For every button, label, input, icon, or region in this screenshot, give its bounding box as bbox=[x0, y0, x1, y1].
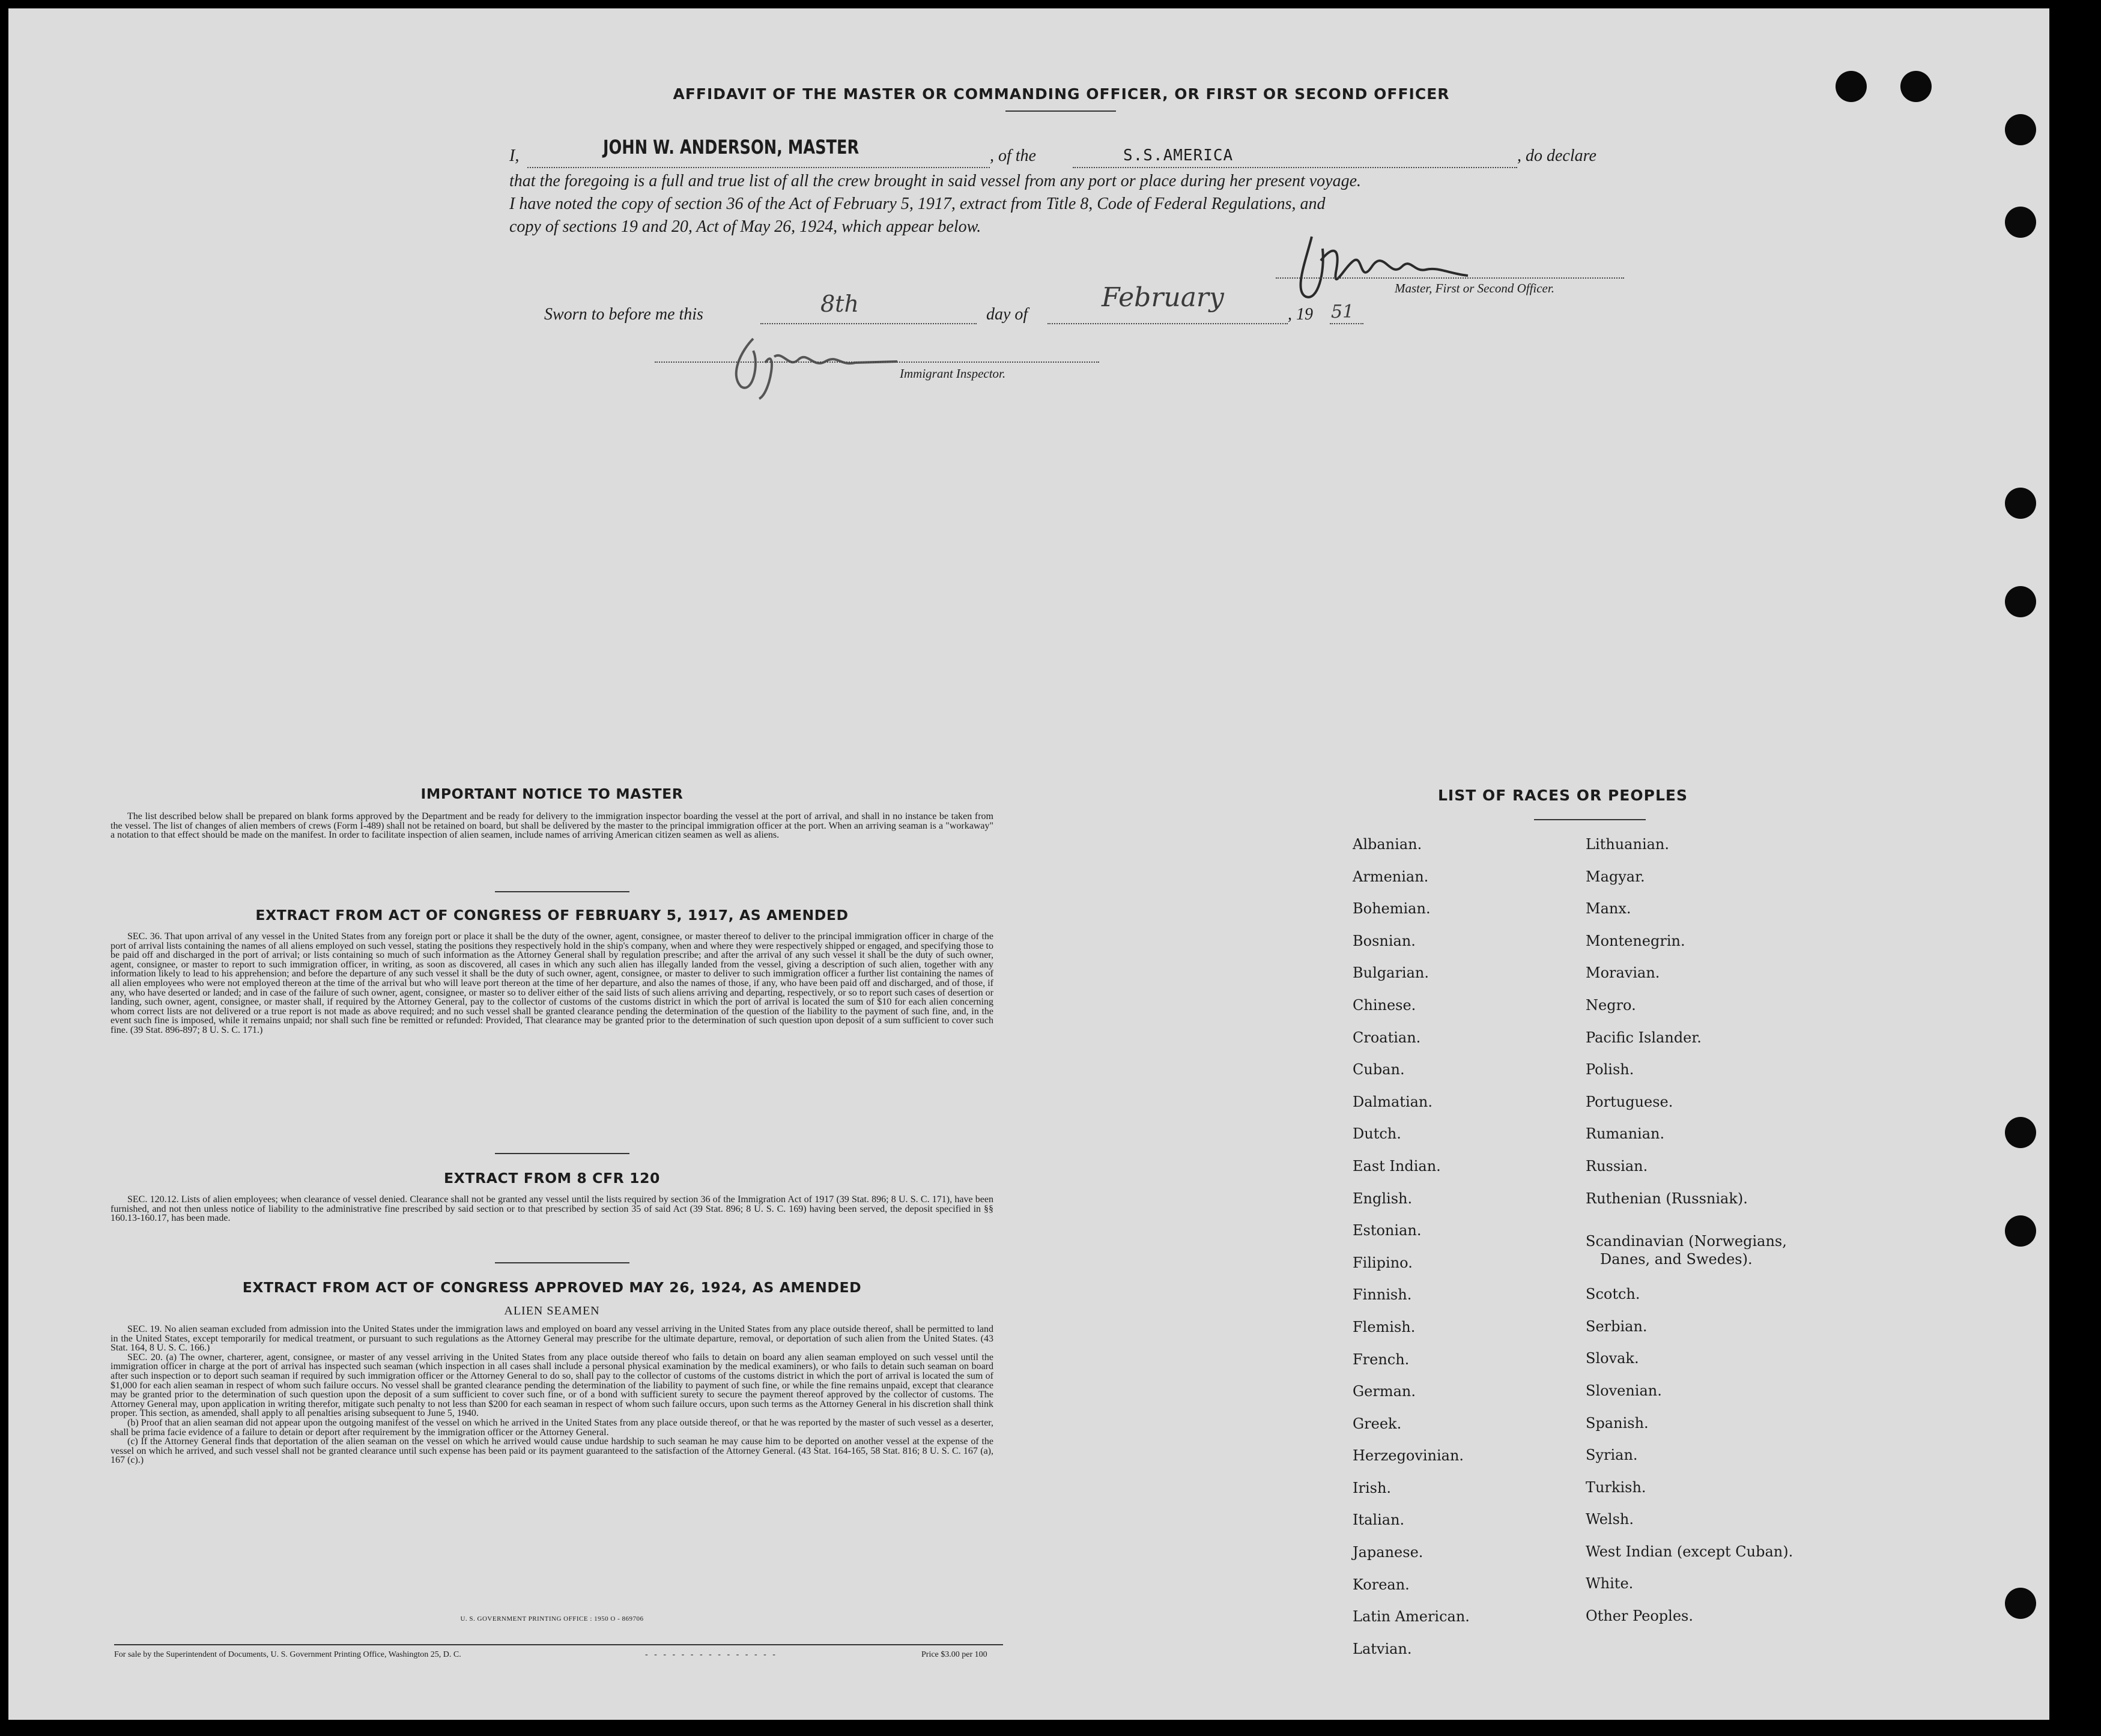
sworn-year: 51 bbox=[1331, 301, 1354, 322]
sec-20a-text: SEC. 20. (a) The owner, charterer, agent, consignee, or master of any vessel arriving in the United States from any place outside thereof who fails to detain on board any alien seaman employed on such vessel until the immigration officer in charge at the port of arrival has inspected such seaman (which inspection in all cases shall include a personal physical examination by the medical examiners), or who fails to detain such seaman on board after such inspection or to deport such seaman if required by such immigration officer or the Attorney General to do so, shall pay to the collector of customs of the customs district in which the port of arrival is located the sum of $1,000 for each alien seaman in respect of whom such failure occurs. No vessel shall be granted clearance pending the determination of the liability to payment of such fine, or while the fine remains unpaid, except that clearance may be granted prior to the determination of such question upon the deposit of a sum sufficient to cover such fine, or of a bond with sufficient surety to secure the payment thereof approved by the collector of customs. The Attorney General may, upon application in writing therefor, mitigate such penalty to not less than $200 for each seaman in respect of whom such failure occurs, upon such terms as the Attorney General in his discretion shall think proper. This section, as amended, shall apply to all penalties arising subsequent to June 5, 1940. bbox=[111, 1352, 993, 1419]
month-field-line bbox=[1047, 323, 1288, 324]
race-item: Irish. bbox=[1353, 1479, 1392, 1496]
races-left-column bbox=[1353, 836, 1605, 1672]
punch-hole bbox=[2005, 1215, 2036, 1247]
master-signature-caption: Master, First or Second Officer. bbox=[1395, 281, 1554, 295]
master-signature bbox=[1288, 225, 1486, 315]
race-item: Cuban. bbox=[1353, 1061, 1405, 1078]
race-item: Slovak. bbox=[1586, 1350, 1639, 1367]
race-item: Armenian. bbox=[1353, 868, 1429, 885]
section-divider bbox=[495, 1262, 629, 1263]
of-the-label: , of the bbox=[990, 147, 1036, 165]
declaration-line-3: I have noted the copy of section 36 of the Act of February 5, 1917, extract from Title 8, Code of Federal Regulations, and bbox=[509, 195, 1326, 213]
printer-line: U. S. GOVERNMENT PRINTING OFFICE : 1950 O - 869706 bbox=[460, 1615, 644, 1623]
race-item: Greek. bbox=[1353, 1415, 1402, 1432]
footer-sale-text: For sale by the Superintendent of Documents, U. S. Government Printing Office, Washington 25, D. C. bbox=[114, 1650, 461, 1659]
punch-hole bbox=[2005, 1117, 2036, 1148]
vessel-field-line bbox=[1073, 167, 1517, 168]
race-item: Croatian. bbox=[1353, 1029, 1421, 1046]
punch-hole bbox=[2005, 586, 2036, 617]
punch-hole bbox=[2005, 114, 2036, 145]
sworn-label: Sworn to before me this bbox=[544, 305, 703, 324]
race-item: Syrian. bbox=[1586, 1447, 1638, 1464]
races-title: LIST OF RACES OR PEOPLES bbox=[1438, 787, 1688, 804]
race-item: Montenegrin. bbox=[1586, 932, 1685, 949]
race-item: Japanese. bbox=[1353, 1544, 1423, 1561]
race-item: Scandinavian (Norwegians, bbox=[1586, 1233, 1787, 1250]
race-item: Bohemian. bbox=[1353, 900, 1431, 918]
year-prefix: , 19 bbox=[1288, 305, 1313, 324]
race-item: Lithuanian. bbox=[1586, 836, 1670, 853]
section-divider bbox=[495, 1153, 629, 1154]
footer-price: Price $3.00 per 100 bbox=[921, 1650, 987, 1659]
document-page bbox=[8, 8, 2049, 1720]
races-right-column bbox=[1586, 836, 1898, 1640]
race-item: Albanian. bbox=[1353, 836, 1422, 853]
race-item: Serbian. bbox=[1586, 1317, 1648, 1335]
notice-body bbox=[111, 812, 993, 840]
extract-cfr-title: EXTRACT FROM 8 CFR 120 bbox=[444, 1170, 660, 1187]
race-item: Dutch. bbox=[1353, 1125, 1401, 1143]
race-item: Latvian. bbox=[1353, 1640, 1412, 1657]
punch-hole bbox=[2005, 1588, 2036, 1619]
race-item: East Indian. bbox=[1353, 1157, 1441, 1175]
race-item: Italian. bbox=[1353, 1511, 1405, 1529]
race-item: Finnish. bbox=[1353, 1286, 1412, 1304]
race-item: German. bbox=[1353, 1383, 1416, 1400]
race-item: Rumanian. bbox=[1586, 1125, 1665, 1143]
race-item: White. bbox=[1586, 1575, 1634, 1592]
race-item: Korean. bbox=[1353, 1576, 1410, 1593]
extract-cfr-text: SEC. 120.12. Lists of alien employees; when clearance of vessel denied. Clearance shall not be granted any vessel until the lists required by section 36 of the Immigration Act of 1917 (39 Stat. 896; 8 U. S. C. 171), have been furnished, and not then unless notice of liability to the administrative fine prescribed by said section or to that prescribed by section 35 of said Act (39 Stat. 896; 8 U. S. C. 169) having been served, the deposit specified in §§ 160.13-160.17, has been made. bbox=[111, 1194, 993, 1224]
sec-19-text: SEC. 19. No alien seaman excluded from admission into the United States under the immigration laws and employed on board any vessel arriving in the United States from any place outside thereof, shall be permitted to land in the United States, except temporarily for medical treatment, or pursuant to such regulations as the Attorney General may prescribe for the ultimate departure, removal, or deportation of such alien from the United States. (43 Stat. 164, 8 U. S. C. 166.) bbox=[111, 1324, 993, 1353]
extract-1924-body bbox=[111, 1325, 993, 1465]
race-item: Chinese. bbox=[1353, 996, 1416, 1014]
race-item: Dalmatian. bbox=[1353, 1093, 1433, 1110]
race-item: Manx. bbox=[1586, 900, 1631, 918]
year-field-line bbox=[1330, 323, 1363, 324]
vessel-name: S.S.AMERICA bbox=[1123, 147, 1234, 165]
race-item: Scotch. bbox=[1586, 1286, 1640, 1303]
punch-hole bbox=[2005, 207, 2036, 238]
race-item: Estonian. bbox=[1353, 1222, 1422, 1239]
race-item: Negro. bbox=[1586, 996, 1636, 1014]
notice-title: IMPORTANT NOTICE TO MASTER bbox=[420, 785, 684, 802]
race-item: Moravian. bbox=[1586, 964, 1660, 982]
sworn-month: February bbox=[1102, 282, 1224, 313]
extract-1924-subtitle: ALIEN SEAMEN bbox=[504, 1304, 600, 1317]
declarant-label: I, bbox=[509, 147, 520, 165]
race-item: Latin American. bbox=[1353, 1608, 1470, 1626]
race-item: Turkish. bbox=[1586, 1478, 1646, 1496]
race-item: Portuguese. bbox=[1586, 1093, 1673, 1110]
declaration-line-4: copy of sections 19 and 20, Act of May 26, 1924, which appear below. bbox=[509, 217, 981, 236]
section-divider bbox=[495, 891, 629, 892]
inspector-line bbox=[655, 361, 1099, 363]
race-item: Spanish. bbox=[1586, 1414, 1649, 1432]
inspector-signature bbox=[717, 327, 915, 405]
race-item: Ruthenian (Russniak). bbox=[1586, 1190, 1748, 1207]
do-declare-label: , do declare bbox=[1517, 147, 1596, 165]
sec-20c-text: (c) If the Attorney General finds that deportation of the alien seaman on the vessel on which he arrived would cause undue hardship to such seaman he may cause him to be deported on another vessel at the expense of the vessel on which he arrived, and such vessel shall not be granted clearance until such expense has been paid or its payment guaranteed to the satisfaction of the Attorney General. (43 Stat. 164-165, 58 Stat. 816; 8 U. S. C. 167 (a), 167 (c).) bbox=[111, 1436, 993, 1466]
race-item: Danes, and Swedes). bbox=[1600, 1251, 1753, 1268]
race-item: Russian. bbox=[1586, 1157, 1648, 1175]
race-item: Filipino. bbox=[1353, 1254, 1413, 1271]
race-item: Welsh. bbox=[1586, 1511, 1634, 1528]
race-item: Magyar. bbox=[1586, 868, 1645, 885]
race-item: Polish. bbox=[1586, 1061, 1634, 1078]
name-field-line bbox=[527, 167, 990, 168]
races-title-underline bbox=[1534, 819, 1646, 820]
race-item: Bosnian. bbox=[1353, 932, 1416, 949]
day-of-label: day of bbox=[986, 305, 1028, 324]
extract-1924-title: EXTRACT FROM ACT OF CONGRESS APPROVED MAY 26, 1924, AS AMENDED bbox=[242, 1279, 862, 1296]
extract-1917-text: SEC. 36. That upon arrival of any vessel in the United States from any foreign port or place it shall be the duty of the owner, agent, consignee, or master thereof to deliver to the principal immigration officer in charge of the port of arrival lists containing the names of all aliens employed on such vessel, stating the positions they respectively hold in the ship's company, when and where they were respectively shipped or engaged, and specifying those to be paid off and discharged in the port of arrival; or lists containing so much of such information as the Attorney General shall by regulation prescribe; and after the arrival of any such vessel it shall be the duty of such owner, agent, consignee, or master to report to such immigration officer, in writing, as soon as discovered, all cases in which any such alien has illegally landed from the vessel, giving a description of such alien, together with any information likely to lead to his apprehension; and before the departure of any such vessel it shall be the duty of such owner, agent, consignee, or master to deliver to such immigration officer a further list containing the names of all alien employees who were not employed thereon at the time of the arrival but who will leave port thereon at the time of her departure, and also the names of those, if any, who have been paid off and discharged, and of those, if any, who have deserted or landed; and in case of the failure of such owner, agent, consignee, or master so to deliver either of the said lists of such aliens arriving and departing, respectively, or so to report such cases of desertion or landing, such owner, agent, consignee, or master shall, if required by the Attorney General, pay to the collector of customs of the customs district in which the port of arrival is located the sum of $10 for each alien concerning whom correct lists are not delivered or a true report is not made as above required; and no such vessel shall be granted clearance pending the determination of the question of the liability to the payment of such fine, and, in the event such fine is imposed, while it remains unpaid; nor shall such fine be remitted or refunded: Provided, That clearance may be granted prior to the determination of such question upon deposit of a sum sufficient to cover such fine. (39 Stat. 896-897; 8 U. S. C. 171.) bbox=[111, 931, 993, 1035]
race-item: Slovenian. bbox=[1586, 1382, 1662, 1399]
race-item: French. bbox=[1353, 1350, 1410, 1368]
signature-line bbox=[1276, 277, 1624, 279]
extract-cfr-body bbox=[111, 1195, 993, 1223]
race-item: English. bbox=[1353, 1190, 1413, 1207]
footer-leader: - - - - - - - - - - - - - - - bbox=[645, 1650, 775, 1659]
notice-text: The list described below shall be prepared on blank forms approved by the Department and be ready for delivery to the immigration inspector boarding the vessel at the port of arrival, and shall in no instance be taken from the vessel. The list of changes of alien members of crews (Form I-489) shall not be retained on board, but shall be delivered by the master to the principal immigration officer at the port. When an arriving seaman is a "workaway" a notation to that effect should be made on the manifest. In order to facilitate inspection of alien seamen, include names of arriving American citizen seamen as well as aliens. bbox=[111, 811, 993, 841]
footer-rule bbox=[114, 1644, 1003, 1645]
inspector-caption: Immigrant Inspector. bbox=[900, 366, 1006, 381]
race-item: Other Peoples. bbox=[1586, 1607, 1693, 1625]
punch-hole bbox=[2005, 488, 2036, 519]
title-underline bbox=[1005, 110, 1116, 112]
extract-1917-title: EXTRACT FROM ACT OF CONGRESS OF FEBRUARY 5, 1917, AS AMENDED bbox=[255, 907, 849, 924]
sec-20b-text: (b) Proof that an alien seaman did not appear upon the outgoing manifest of the vessel on which he arrived in the United States from any place outside thereof, or that he was reported by the master of such vessel as a deserter, shall be prima facie evidence of a failure to detain or deport after requirement by the immigration officer or the Attorney General. bbox=[111, 1417, 993, 1438]
race-item: Flemish. bbox=[1353, 1318, 1416, 1335]
day-field-line bbox=[760, 323, 977, 324]
race-item: Herzegovinian. bbox=[1353, 1447, 1464, 1465]
race-item: Pacific Islander. bbox=[1586, 1029, 1702, 1046]
race-item: Bulgarian. bbox=[1353, 964, 1429, 982]
extract-1917-body bbox=[111, 932, 993, 1035]
master-name: JOHN W. ANDERSON, MASTER bbox=[603, 136, 860, 159]
race-item: West Indian (except Cuban). bbox=[1586, 1543, 1793, 1560]
affidavit-title: AFFIDAVIT OF THE MASTER OR COMMANDING OFFICER, OR FIRST OR SECOND OFFICER bbox=[673, 85, 1450, 103]
sworn-day: 8th bbox=[820, 291, 859, 317]
declaration-line-2: that the foregoing is a full and true list of all the crew brought in said vessel from any port or place during her present voyage. bbox=[509, 172, 1362, 190]
